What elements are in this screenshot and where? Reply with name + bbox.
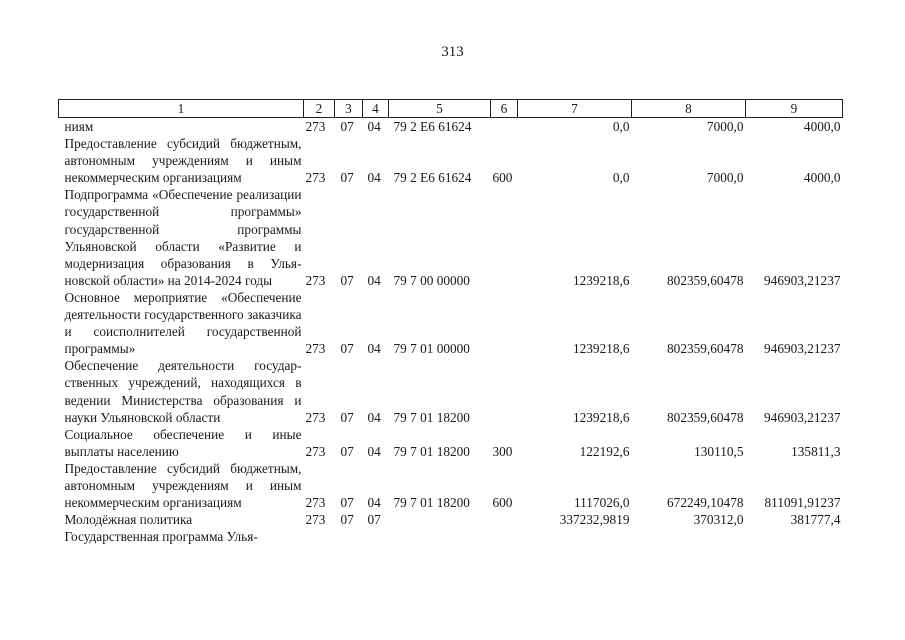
row-name: Молодёжная политика bbox=[64, 512, 193, 528]
column-header: 5 bbox=[389, 100, 491, 118]
row-ved: 273 bbox=[305, 170, 326, 186]
table-row bbox=[59, 357, 843, 425]
row-value-7: 1239218,6 bbox=[572, 272, 630, 288]
row-value-9: 135811,3 bbox=[791, 443, 841, 459]
row-csr bbox=[389, 511, 491, 528]
row-value-9: 381777,4 bbox=[790, 512, 841, 528]
row-ved: 273 bbox=[305, 272, 326, 288]
row-value-8: 370312,0 bbox=[693, 512, 744, 528]
row-name: Обеспечение деятельности государственных учреждений, находящихся в ведении Министерства образования и науки Ульяновской области bbox=[64, 358, 302, 425]
row-prz: 04 bbox=[367, 409, 381, 425]
row-name: Предоставление субсидий бюджетным, автономным учреждениям и иным некоммерческим организациям bbox=[64, 136, 302, 186]
row-ved: 273 bbox=[305, 409, 326, 425]
column-header: 2 bbox=[304, 100, 335, 118]
row-ved: 273 bbox=[305, 341, 326, 357]
table-row bbox=[59, 426, 843, 460]
row-prz: 04 bbox=[367, 495, 381, 511]
budget-table bbox=[58, 99, 843, 545]
row-prz: 04 bbox=[367, 341, 381, 357]
row-vr bbox=[491, 289, 518, 357]
column-header: 6 bbox=[491, 100, 518, 118]
row-csr bbox=[389, 528, 491, 545]
row-prz bbox=[363, 528, 389, 545]
row-rz: 07 bbox=[340, 170, 354, 186]
row-rz: 07 bbox=[340, 495, 354, 511]
column-header: 4 bbox=[363, 100, 389, 118]
row-name: Государственная программа Улья- bbox=[64, 529, 258, 545]
row-csr: 79 7 01 18200 bbox=[393, 409, 470, 425]
row-vr bbox=[491, 118, 518, 136]
row-name: Социальное обеспечение и иные выплаты населению bbox=[64, 426, 302, 459]
row-ved: 273 bbox=[305, 495, 326, 511]
row-value-9: 4000,0 bbox=[803, 119, 841, 134]
row-value-8: 802359,60478 bbox=[667, 272, 744, 288]
row-rz: 07 bbox=[340, 409, 354, 425]
column-header: 8 bbox=[632, 100, 746, 118]
row-vr bbox=[491, 528, 518, 545]
row-value-9 bbox=[746, 528, 843, 545]
row-rz: 07 bbox=[340, 341, 354, 357]
row-value-7: 1239218,6 bbox=[572, 409, 630, 425]
row-value-9: 811091,91237 bbox=[764, 495, 841, 511]
row-vr bbox=[491, 357, 518, 425]
row-prz: 07 bbox=[367, 512, 381, 528]
row-csr: 79 2 Е6 61624 bbox=[393, 170, 472, 186]
column-header: 7 bbox=[518, 100, 632, 118]
table-header-row bbox=[59, 100, 843, 118]
row-value-7: 337232,9819 bbox=[559, 512, 630, 528]
table-row bbox=[59, 289, 843, 357]
row-rz: 07 bbox=[340, 443, 354, 459]
column-header: 1 bbox=[59, 100, 304, 118]
row-value-8: 7000,0 bbox=[706, 170, 744, 186]
row-value-9: 946903,21237 bbox=[764, 272, 841, 288]
row-value-8: 802359,60478 bbox=[667, 409, 744, 425]
row-value-8: 802359,60478 bbox=[667, 341, 744, 357]
row-value-7 bbox=[518, 528, 632, 545]
row-vr: 600 bbox=[492, 170, 513, 186]
row-prz: 04 bbox=[367, 119, 381, 134]
row-csr: 79 7 01 18200 bbox=[393, 443, 470, 459]
row-value-7: 0,0 bbox=[612, 170, 630, 186]
row-value-9: 946903,21237 bbox=[764, 341, 841, 357]
row-csr: 79 2 Е6 61624 bbox=[393, 119, 472, 134]
row-ved: 273 bbox=[305, 512, 326, 528]
table-row bbox=[59, 118, 843, 136]
row-prz: 04 bbox=[367, 170, 381, 186]
row-value-8 bbox=[632, 528, 746, 545]
row-rz: 07 bbox=[340, 272, 354, 288]
page-number: 313 bbox=[441, 44, 464, 60]
row-csr: 79 7 00 00000 bbox=[393, 272, 470, 288]
row-rz: 07 bbox=[340, 512, 354, 528]
row-csr: 79 7 01 18200 bbox=[393, 495, 470, 511]
row-value-7: 122192,6 bbox=[579, 443, 630, 459]
row-value-9: 946903,21237 bbox=[764, 409, 841, 425]
row-name: Подпрограмма «Обеспечение реализации государственной программы» государственной программы Ульяновской области «Развитие и модернизация образования в Ульяновской области» на 2014-2024 годы bbox=[64, 187, 302, 288]
row-name: Основное мероприятие «Обеспечение деятельности государственного заказчика и соисполнителей государственной программы» bbox=[64, 289, 302, 357]
column-header: 3 bbox=[335, 100, 363, 118]
table-row bbox=[59, 528, 843, 545]
row-vr: 600 bbox=[492, 495, 513, 511]
table-row bbox=[59, 460, 843, 511]
row-value-7: 1239218,6 bbox=[572, 341, 630, 357]
row-vr: 300 bbox=[492, 443, 513, 459]
row-csr: 79 7 01 00000 bbox=[393, 341, 470, 357]
table-row bbox=[59, 135, 843, 186]
row-vr bbox=[491, 511, 518, 528]
row-ved: 273 bbox=[305, 119, 326, 134]
row-value-8: 130110,5 bbox=[694, 443, 744, 459]
row-value-7: 1117026,0 bbox=[573, 495, 630, 511]
row-rz: 07 bbox=[340, 119, 354, 134]
row-prz: 04 bbox=[367, 272, 381, 288]
table-row bbox=[59, 511, 843, 528]
row-rz bbox=[335, 528, 363, 545]
row-ved: 273 bbox=[305, 443, 326, 459]
row-prz: 04 bbox=[367, 443, 381, 459]
column-header: 9 bbox=[746, 100, 843, 118]
row-value-7: 0,0 bbox=[612, 119, 630, 134]
row-value-9: 4000,0 bbox=[803, 170, 841, 186]
table-row bbox=[59, 186, 843, 289]
row-name: Предоставление субсидий бюджетным, автономным учреждениям и иным некоммерческим организациям bbox=[64, 460, 302, 511]
row-name: ниям bbox=[64, 119, 94, 134]
row-value-8: 7000,0 bbox=[706, 119, 744, 134]
row-value-8: 672249,10478 bbox=[667, 495, 744, 511]
row-vr bbox=[491, 186, 518, 289]
row-ved bbox=[304, 528, 335, 545]
